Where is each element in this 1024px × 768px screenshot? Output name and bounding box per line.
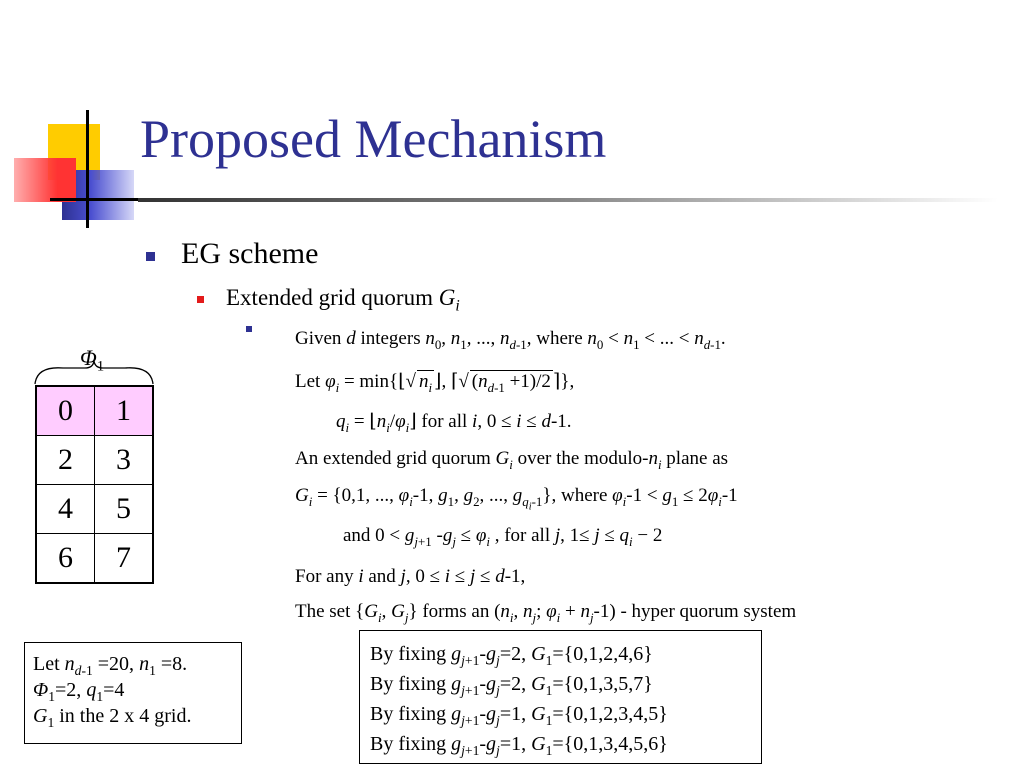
grid-cell: 3 xyxy=(95,436,154,485)
formula-line-6: and $0 < g_{j+1}$ $-g_j \le \varphi_i$ , for all j, $1\le j \le q_i - 2$ xyxy=(343,525,663,549)
grid-row xyxy=(36,534,153,584)
formula-line-4: An extended grid quorum $G_i$ over the modulo-$n_i$ plane as xyxy=(295,448,729,472)
formula-line-7: For any i and j, 0 ≤ i ≤ j ≤ d-1, xyxy=(295,566,526,587)
example-line-3: $G_1$ in the 2 x 4 grid. xyxy=(33,705,192,730)
slide-logo xyxy=(0,100,140,230)
bullet-level2-icon xyxy=(197,296,204,303)
bullet-level1-icon xyxy=(146,252,155,261)
grid-brace xyxy=(33,360,155,386)
formula-line-5: $G_i = \{0,1$, ..., $\varphi_i-1$, $g_1$, $g_2$, ..., $g_{q_i-1}$}, where $\varphi_i-1 < g_1 \le 2\varphi_i-1$ xyxy=(295,485,738,513)
bullet-level3-icon xyxy=(246,326,252,332)
grid-cell: 1 xyxy=(95,386,154,436)
grid-cell: 0 xyxy=(36,386,95,436)
example-line-2: $\Phi_1=2$, $q_1=4$ xyxy=(33,679,125,704)
logo-vertical-line xyxy=(86,110,89,228)
formula-line-1: Given d integers $n_0$, $n_1$, ..., $n_{d-1}$, where $n_0 < n_1$ < ... < $n_{d-1}$. xyxy=(295,328,726,352)
bullet2-var: G xyxy=(438,285,456,310)
grid-cell: 4 xyxy=(36,485,95,534)
grid-phi-label: $\Phi_1$ xyxy=(80,345,105,375)
grid-row xyxy=(36,436,153,485)
grid-row xyxy=(36,485,153,534)
logo-red-square xyxy=(14,158,76,202)
logo-horizontal-line xyxy=(50,198,138,201)
bullet2-sub: i xyxy=(455,297,460,315)
result-line: By fixing $g_{j+1}-g_j=1$, $G_1=\{0,1,2,3,4,5\}$ xyxy=(370,703,668,728)
example-line-1: Let $n_{d-1} =20$, $n_1 =8$. xyxy=(33,653,188,678)
formula-line-2: Let $\varphi_i$ = min{⌊√ $n_i$ ⌋, ⌈√ $(n_{d-1} +1)/2$ ⌉}, xyxy=(295,371,575,395)
results-box xyxy=(359,630,762,764)
result-line: By fixing $g_{j+1}-g_j=2$, $G_1=\{0,1,3,5,7\}$ xyxy=(370,673,653,698)
bullet-extended-grid-quorum xyxy=(226,285,460,315)
formula-line-8: The set {$G_i$, $G_j$} forms an ($n_i$, $n_j$; $\varphi_i + n_j-1$) - hyper quorum system xyxy=(295,601,797,625)
grid-cell: 2 xyxy=(36,436,95,485)
bullet-eg-scheme: EG scheme xyxy=(181,237,319,270)
slide-title: Proposed Mechanism xyxy=(140,109,607,169)
grid-row xyxy=(36,386,153,436)
bullet2-text: Extended grid quorum xyxy=(226,285,439,310)
result-line: By fixing $g_{j+1}-g_j=1$, $G_1=\{0,1,3,4,5,6\}$ xyxy=(370,733,668,758)
formula-line-3: $q_i$ = $⌊n_i/\varphi_i⌋$ for all i, 0 ≤ i ≤ d-1. xyxy=(336,411,572,435)
grid-cell: 7 xyxy=(95,534,154,584)
quorum-grid xyxy=(35,385,154,584)
grid-cell: 5 xyxy=(95,485,154,534)
title-underline xyxy=(138,198,998,202)
result-line: By fixing $g_{j+1}-g_j=2$, $G_1=\{0,1,2,4,6\}$ xyxy=(370,643,653,668)
grid-cell: 6 xyxy=(36,534,95,584)
example-params-box xyxy=(24,642,242,744)
